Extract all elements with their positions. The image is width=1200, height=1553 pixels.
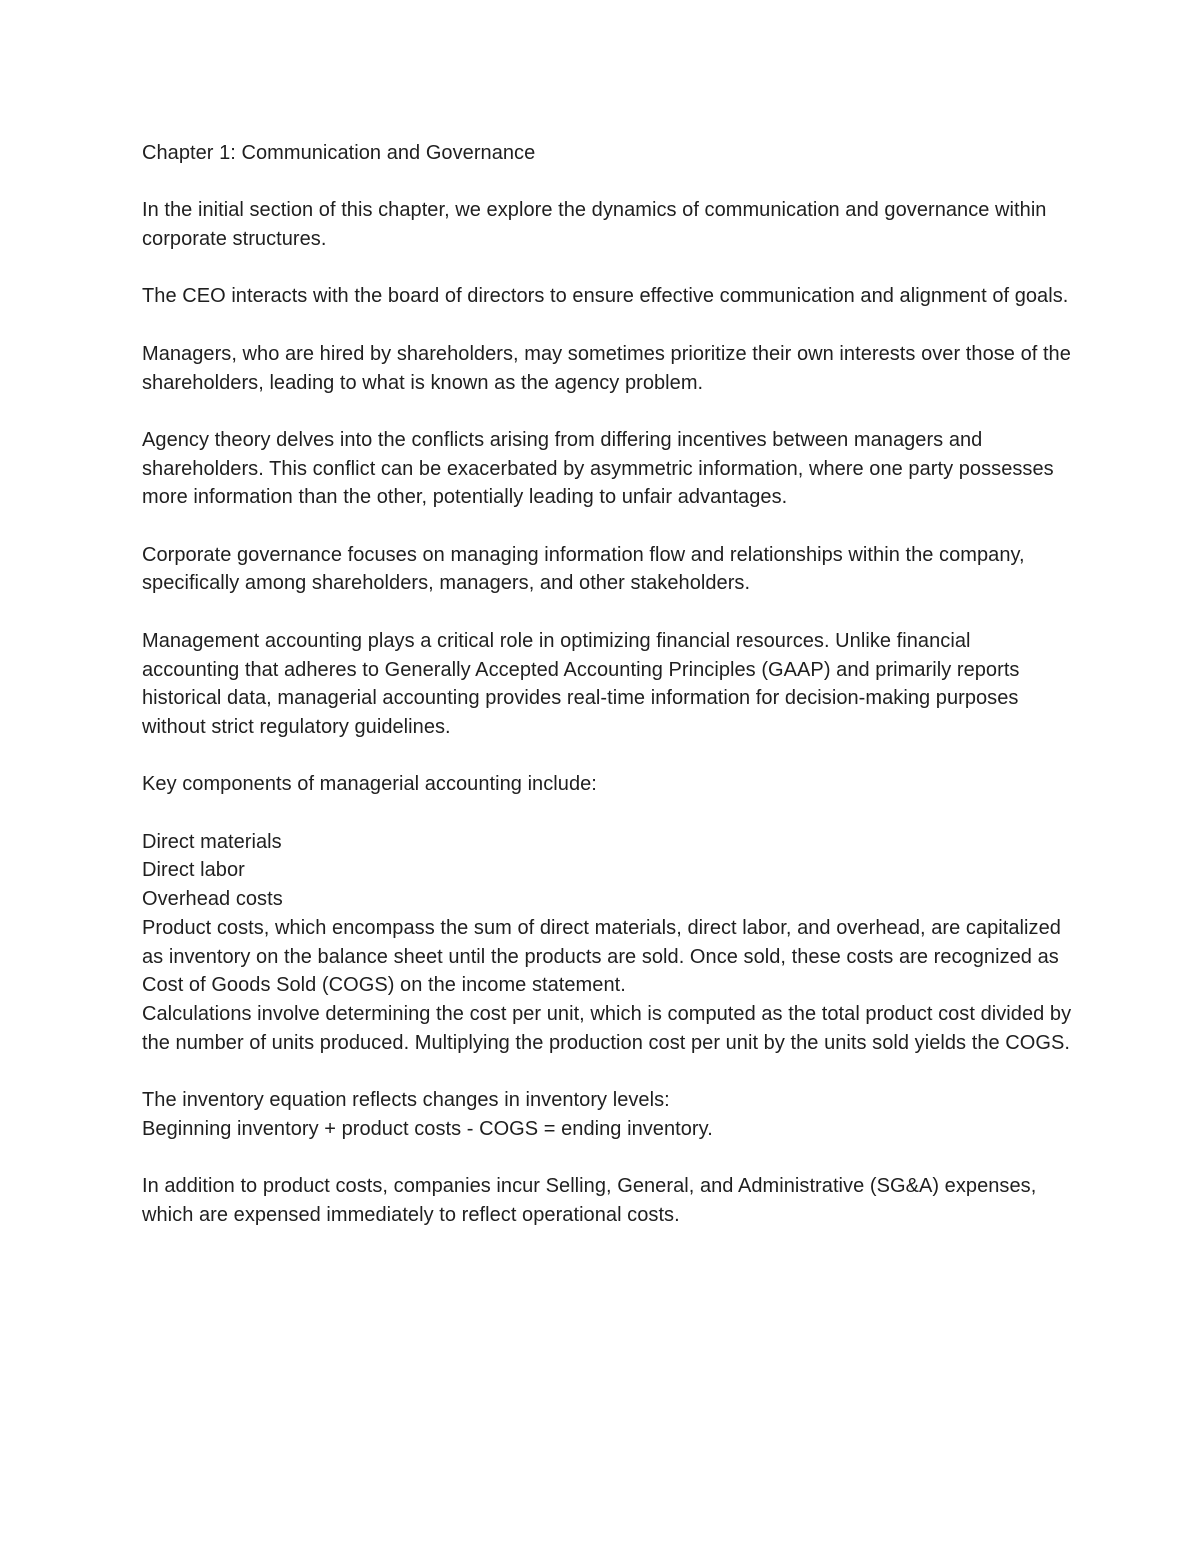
paragraph-key-components: Key components of managerial accounting include:: [142, 773, 597, 796]
paragraph-corporate-governance: Corporate governance focuses on managing information flow and relationships within the company, specifically among shareholders, managers, and other stakeholders.: [142, 543, 1025, 595]
list-item: Direct labor: [142, 859, 245, 882]
inventory-equation: Beginning inventory + product costs - COGS = ending inventory.: [142, 1117, 713, 1140]
document-body: [142, 139, 1072, 1230]
spacer: [142, 598, 1072, 627]
list-item: Overhead costs: [142, 888, 283, 911]
inventory-intro: The inventory equation reflects changes in inventory levels:: [142, 1089, 670, 1112]
paragraph-intro: In the initial section of this chapter, we explore the dynamics of communication and governance within corporate structures.: [142, 199, 1047, 251]
list-item: Calculations involve determining the cost per unit, which is computed as the total product cost divided by the number of units produced. Multiplying the production cost per unit by the units sold yields the COGS.: [142, 1002, 1072, 1054]
spacer: [142, 1143, 1072, 1172]
spacer: [142, 799, 1072, 828]
spacer: [142, 512, 1072, 541]
paragraph-ceo: The CEO interacts with the board of directors to ensure effective communication and alignment of goals.: [142, 285, 1069, 308]
spacer: [142, 168, 1072, 197]
spacer: [142, 742, 1072, 771]
list-item: Product costs, which encompass the sum of direct materials, direct labor, and overhead, are capitalized as inventory on the balance sheet until the products are sold. Once sold, these costs are recognized as Cost of Goods Sold (COGS) on the income statement.: [142, 916, 1061, 997]
spacer: [142, 397, 1072, 426]
spacer: [142, 1057, 1072, 1086]
list-item: Direct materials: [142, 830, 282, 853]
spacer: [142, 311, 1072, 340]
spacer: [142, 254, 1072, 283]
paragraph-agency-theory: Agency theory delves into the conflicts arising from differing incentives between managers and shareholders. This conflict can be exacerbated by asymmetric information, where one party possesses more information than the other, potentially leading to unfair advantages.: [142, 428, 1054, 509]
paragraph-sga: In addition to product costs, companies incur Selling, General, and Administrative (SG&A) expenses, which are expensed immediately to reflect operational costs.: [142, 1175, 1037, 1226]
paragraph-management-accounting: Management accounting plays a critical role in optimizing financial resources. Unlike financial accounting that adheres to Generally Accepted Accounting Principles (GAAP) and primarily reports historical data, managerial accounting provides real-time information for decision-making purposes without strict regulatory guidelines.: [142, 629, 1020, 738]
chapter-title: Chapter 1: Communication and Governance: [142, 142, 536, 164]
paragraph-managers: Managers, who are hired by shareholders, may sometimes prioritize their own interests over those of the shareholders, leading to what is known as the agency problem.: [142, 342, 1071, 394]
